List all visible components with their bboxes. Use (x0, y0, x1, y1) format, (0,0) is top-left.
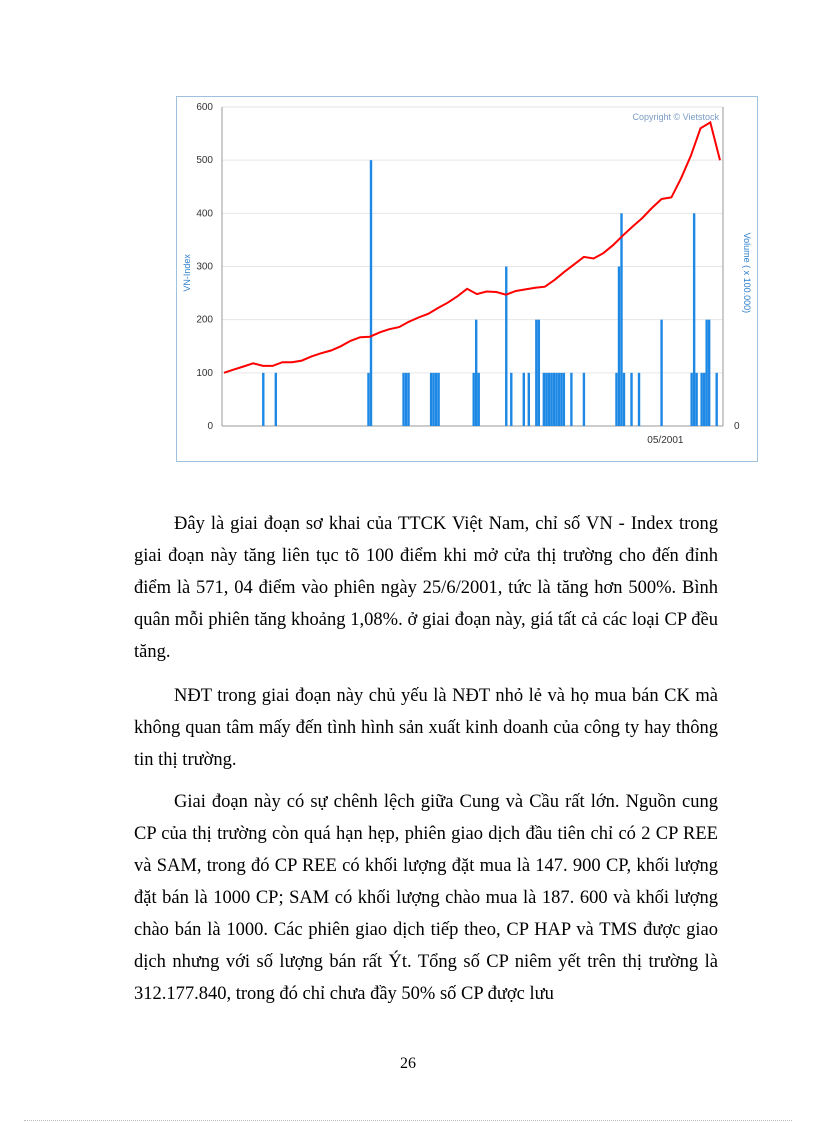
volume-bar (615, 373, 617, 426)
y-tick-label: 200 (196, 314, 213, 326)
y-tick-label: 500 (196, 155, 213, 167)
volume-bar (367, 373, 369, 426)
volume-bar (708, 320, 710, 426)
volume-bar (538, 320, 540, 426)
volume-bar (478, 373, 480, 426)
volume-bar (432, 373, 434, 426)
volume-bar (553, 373, 555, 426)
volume-bar (695, 373, 697, 426)
volume-bar (560, 373, 562, 426)
volume-bar (638, 373, 640, 426)
y-tick-label: 100 (196, 367, 213, 379)
right-axis-title: Volume ( x 100.000) (742, 232, 752, 314)
volume-bar (690, 373, 692, 426)
paragraph-3: Giai đoạn này có sự chênh lệch giữa Cung và Cầu rất lớn. Nguồn cung CP của thị trường còn quá hạn hẹp, phiên giao dịch đầu tiên chỉ có 2 CP REE và SAM, trong đó CP REE có khối lượng đặt mua là 147. 900 CP, khối lượng đặt bán là 1000 CP; SAM có khối lượng chào mua là 187. 600 và khối lượng chào bán là 1000. Các phiên giao dịch tiếp theo, CP HAP và TMS được giao dịch nhưng với số lượng bán rất Ýt. Tổng số CP niêm yết trên thị trường là 312.177.840, trong đó chỉ chưa đầy 50% số CP được lưu (134, 792, 718, 1004)
volume-bar (473, 373, 475, 426)
volume-bar (543, 373, 545, 426)
volume-bar (563, 373, 565, 426)
volume-bar (275, 373, 277, 426)
copyright-text: Copyright © Vietstock (632, 112, 719, 122)
volume-bar (620, 213, 622, 426)
volume-bar (705, 320, 707, 426)
volume-bar (475, 320, 477, 426)
volume-bar (535, 320, 537, 426)
volume-bar (623, 373, 625, 426)
volume-bar (700, 373, 702, 426)
volume-bar (523, 373, 525, 426)
volume-bar (703, 373, 705, 426)
volume-bar (693, 213, 695, 426)
volume-bar (630, 373, 632, 426)
volume-bar (583, 373, 585, 426)
y-tick-label: 0 (207, 421, 213, 432)
vn-index-chart (176, 96, 758, 462)
volume-bar (548, 373, 550, 426)
volume-bar (550, 373, 552, 426)
page-bottom-divider (24, 1120, 792, 1121)
volume-bar (510, 373, 512, 426)
volume-bar (402, 373, 404, 426)
volume-bar (570, 373, 572, 426)
volume-bar (430, 373, 432, 426)
volume-bar (505, 267, 507, 427)
y-tick-label: 300 (196, 261, 213, 273)
volume-bar (555, 373, 557, 426)
volume-bar (715, 373, 717, 426)
paragraph-2: NĐT trong giai đoạn này chủ yếu là NĐT nhỏ lẻ và họ mua bán CK mà không quan tâm mấy đến tình hình sản xuất kinh doanh của công ty hay thông tin thị trường. (134, 686, 718, 770)
x-tick-label: 05/2001 (647, 435, 684, 446)
volume-bar (437, 373, 439, 426)
page-number: 26 (400, 1055, 416, 1072)
volume-bar (545, 373, 547, 426)
volume-bar (618, 267, 620, 427)
volume-bar (558, 373, 560, 426)
y-tick-label: 400 (196, 208, 213, 220)
y-tick-label: 600 (196, 102, 213, 113)
right-y-tick-label: 0 (734, 421, 740, 432)
volume-bar (660, 320, 662, 426)
left-axis-title: VN-Index (182, 254, 192, 292)
volume-bar (262, 373, 264, 426)
paragraph-1: Đây là giai đoạn sơ khai của TTCK Việt Nam, chỉ số VN - Index trong giai đoạn này tăng liên tục tõ 100 điểm khi mở cửa thị trường cho đến đỉnh điểm là 571, 04 điểm vào phiên ngày 25/6/2001, tức là tăng hơn 500%. Bình quân mỗi phiên tăng khoảng 1,08%. ở giai đoạn này, giá tất cả các loại CP đều tăng. (134, 514, 718, 662)
volume-bar (370, 160, 372, 426)
volume-bar (435, 373, 437, 426)
volume-bar (407, 373, 409, 426)
chart-canvas (177, 97, 757, 461)
volume-bar (405, 373, 407, 426)
volume-bar (528, 373, 530, 426)
